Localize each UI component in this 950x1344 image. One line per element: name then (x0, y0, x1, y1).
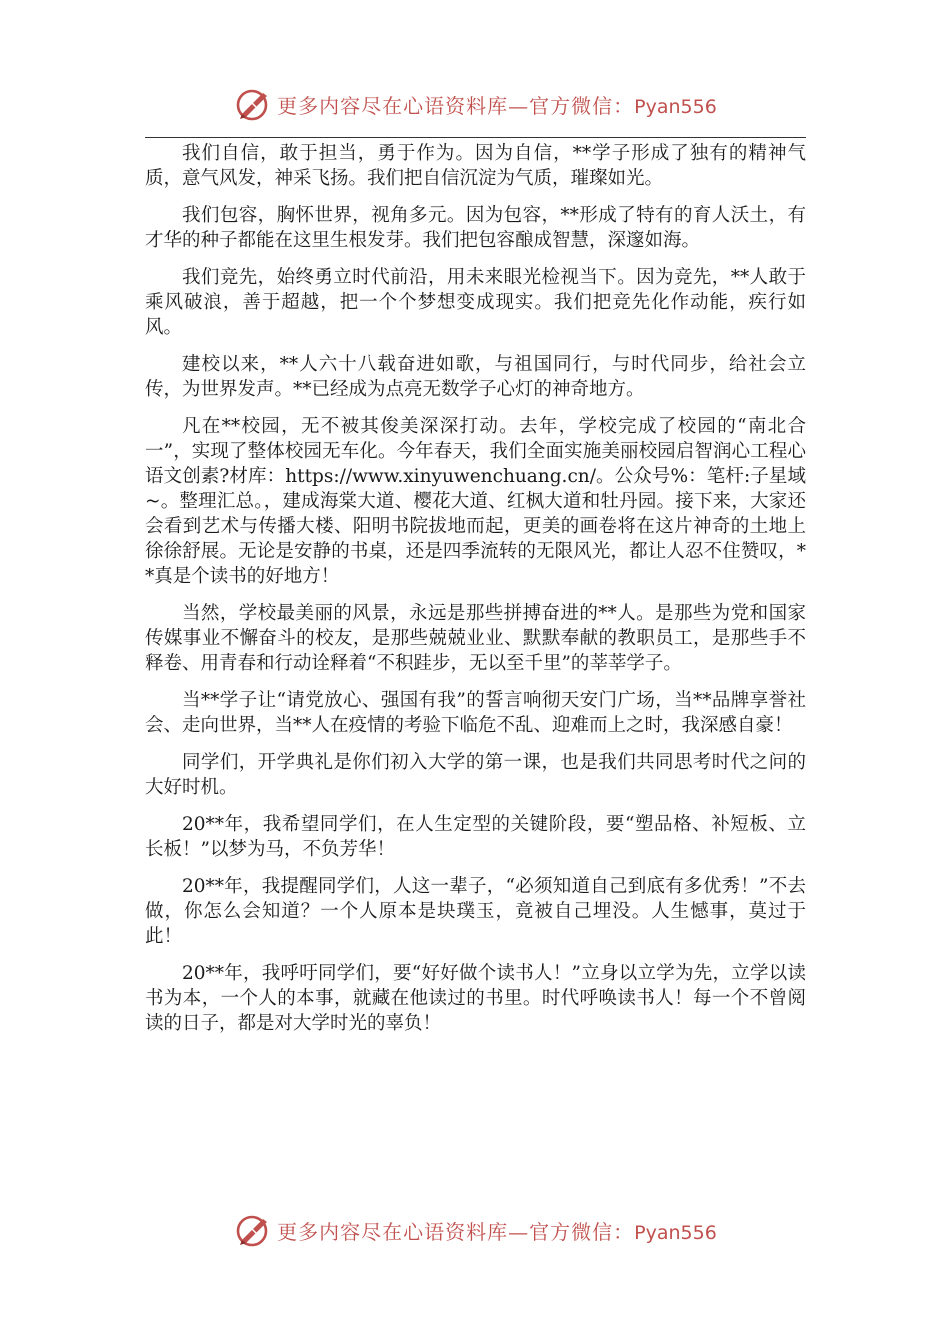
paragraph-8: 同学们，开学典礼是你们初入大学的第一课，也是我们共同思考时代之问的大好时机。 (145, 752, 806, 798)
pen-logo-icon (233, 1210, 273, 1250)
wechat-id: Pyan556 (634, 1221, 717, 1244)
wechat-id: Pyan556 (634, 95, 717, 118)
banner-text (277, 1216, 717, 1245)
paragraph-1: 我们自信，敢于担当，勇于作为。因为自信，**学子形成了独有的精神气质，意气风发，神采飞扬。我们把自信沉淀为气质，璀璨如光。 (145, 143, 806, 189)
header-banner (0, 84, 950, 124)
paragraph-4: 建校以来，**人六十八载奋进如歌，与祖国同行，与时代同步，给社会立传，为世界发声。**已经成为点亮无数学子心灯的神奇地方。 (145, 354, 806, 400)
paragraph-10: 20**年，我提醒同学们，人这一辈子，“必须知道自己到底有多优秀！”不去做，你怎么会知道？一个人原本是块璞玉，竟被自己埋没。人生憾事，莫过于此！ (145, 876, 806, 947)
paragraph-2: 我们包容，胸怀世界，视角多元。因为包容，**形成了特有的育人沃土，有才华的种子都能在这里生根发芽。我们把包容酿成智慧，深邃如海。 (145, 205, 806, 251)
paragraph-5: 凡在**校园，无不被其俊美深深打动。去年，学校完成了校园的“南北合一”，实现了整体校园无车化。今年春天，我们全面实施美丽校园启智润心工程心语文创素?材库：https://www.xinyuwenchuang.cn/。公众号%：笔杆:子星域~。整理汇总。，建成海棠大道、樱花大道、红枫大道和牡丹园。接下来，大家还会看到艺术与传播大楼、阳明书院拔地而起，更美的画卷将在这片神奇的土地上徐徐舒展。无论是安静的书桌，还是四季流转的无限风光，都让人忍不住赞叹，**真是个读书的好地方！ (145, 416, 807, 587)
paragraph-6: 当然，学校最美丽的风景，永远是那些拼搏奋进的**人。是那些为党和国家传媒事业不懈奋斗的校友，是那些兢兢业业、默默奉献的教职员工，是那些手不释卷、用青春和行动诠释着“不积跬步，无以至千里”的莘莘学子。 (145, 603, 806, 674)
paragraph-11: 20**年，我呼吁同学们，要“好好做个读书人！”立身以立学为先，立学以读书为本，一个人的本事，就藏在他读过的书里。时代呼唤读书人！每一个不曾阅读的日子，都是对大学时光的辜负！ (145, 963, 806, 1034)
pen-logo-icon (233, 84, 273, 124)
footer-banner (0, 1210, 950, 1250)
header-divider (145, 137, 806, 138)
banner-text (277, 90, 717, 119)
paragraph-9: 20**年，我希望同学们，在人生定型的关键阶段，要“塑品格、补短板、立长板！”以梦为马，不负芳华！ (145, 814, 806, 860)
banner-label: 更多内容尽在心语资料库—官方微信： (277, 93, 635, 118)
paragraph-7: 当**学子让“请党放心、强国有我”的誓言响彻天安门广场，当**品牌享誉社会、走向世界，当**人在疫情的考验下临危不乱、迎难而上之时，我深感自豪！ (145, 690, 806, 736)
document-body (145, 141, 806, 1048)
paragraph-3: 我们竞先，始终勇立时代前沿，用未来眼光检视当下。因为竞先，**人敢于乘风破浪，善于超越，把一个个梦想变成现实。我们把竞先化作动能，疾行如风。 (145, 267, 806, 338)
banner-label: 更多内容尽在心语资料库—官方微信： (277, 1219, 635, 1244)
